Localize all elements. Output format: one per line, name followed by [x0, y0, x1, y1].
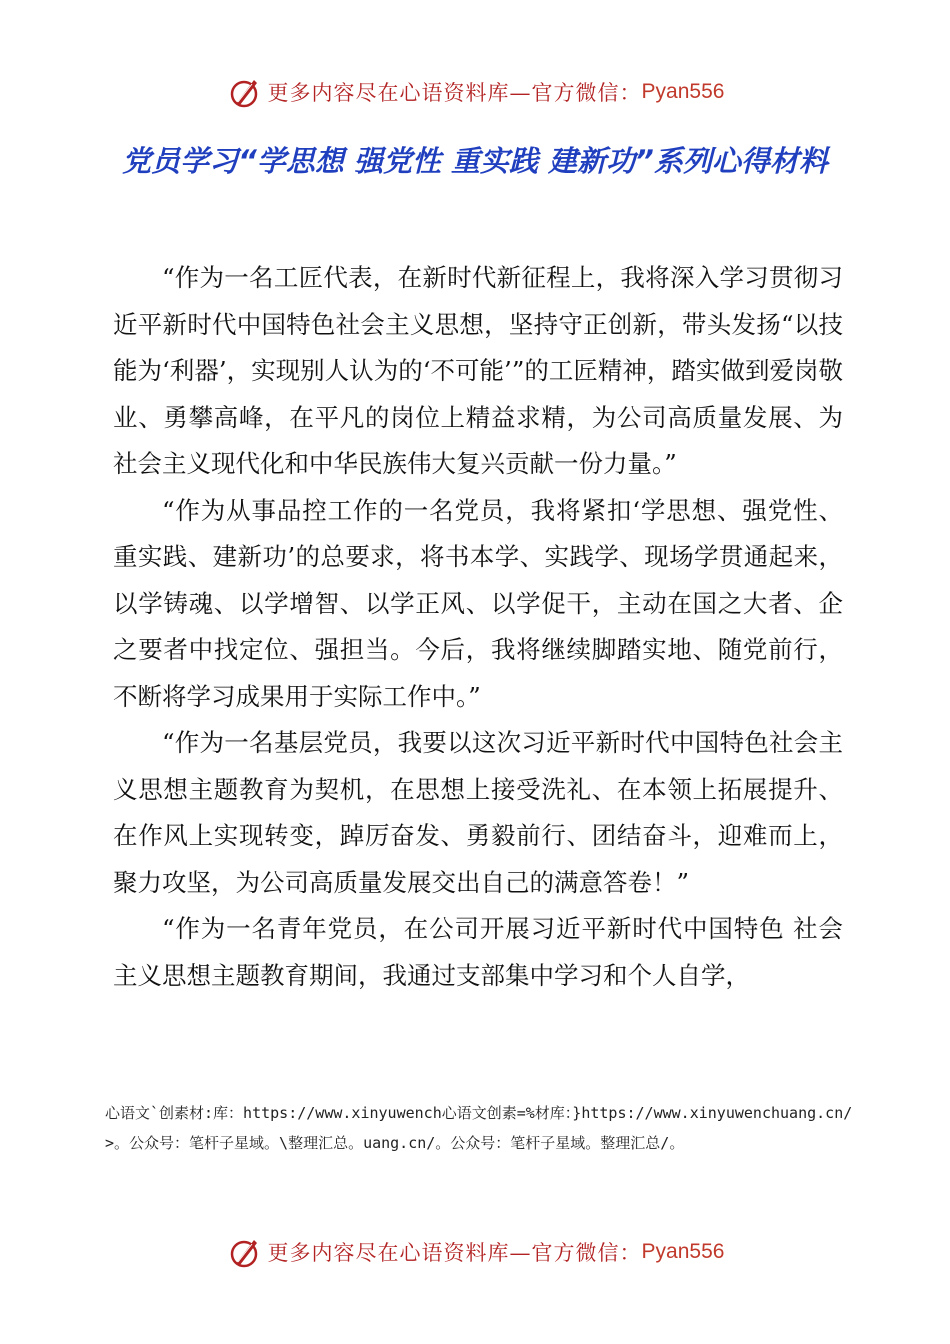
document-title: 党员学习“学思想 强党性 重实践 建新功”系列心得材料: [122, 144, 828, 178]
footer-banner-wechat-id: Pyan556: [641, 1240, 725, 1263]
body-paragraph: “作为从事品控工作的一名党员，我将紧扣‘学思想、强党性、重实践、建新功’的总要求，将书本学、实践学、现场学贯通起来，以学铸魂、以学增智、以学正风、以学促干，主动在国之大者、企之要者中找定位、强担当。今后，我将继续脚踏实地、随党前行，不断将学习成果用于实际工作中。”: [113, 495, 843, 711]
body-paragraph: “作为一名基层党员，我要以这次习近平新时代中国特色社会主义思想主题教育为契机，在思想上接受洗礼、在本领上拓展提升、在作风上实现转变，踔厉奋发、勇毅前行、团结奋斗，迎难而上，聚力攻坚，为公司高质量发展交出自己的满意答卷！”: [113, 728, 843, 897]
feather-pen-logo-icon: [226, 1234, 262, 1270]
source-footnote: 心语文`创素材:库：https://www.xinyuwench心语文创素=%材库：}https://www.xinyuwenchuang.cn/>。公众号：笔杆子星域。\整理汇总。uang.cn/。公众号：笔杆子星域。整理汇总/。: [105, 1104, 853, 1152]
header-banner: [0, 70, 950, 114]
footer-banner: [0, 1230, 950, 1274]
document-body: [113, 255, 843, 999]
body-paragraph: “作为一名青年党员，在公司开展习近平新时代中国特色 社会主义思想主题教育期间，我通过支部集中学习和个人自学，: [113, 914, 843, 990]
footer-banner-text: 更多内容尽在心语资料库—官方微信：: [267, 1241, 642, 1265]
feather-pen-logo-icon: [226, 74, 262, 110]
body-paragraph: “作为一名工匠代表，在新时代新征程上，我将深入学习贯彻习近平新时代中国特色社会主义思想，坚持守正创新，带头发扬“以技能为‘利器’，实现别人认为的‘不可能’”的工匠精神，踏实做到爱岗敬业、勇攀高峰，在平凡的岗位上精益求精，为公司高质量发展、为社会主义现代化和中华民族伟大复兴贡献一份力量。”: [113, 263, 843, 478]
header-banner-text: 更多内容尽在心语资料库—官方微信：: [267, 81, 642, 105]
header-banner-wechat-id: Pyan556: [641, 80, 725, 103]
